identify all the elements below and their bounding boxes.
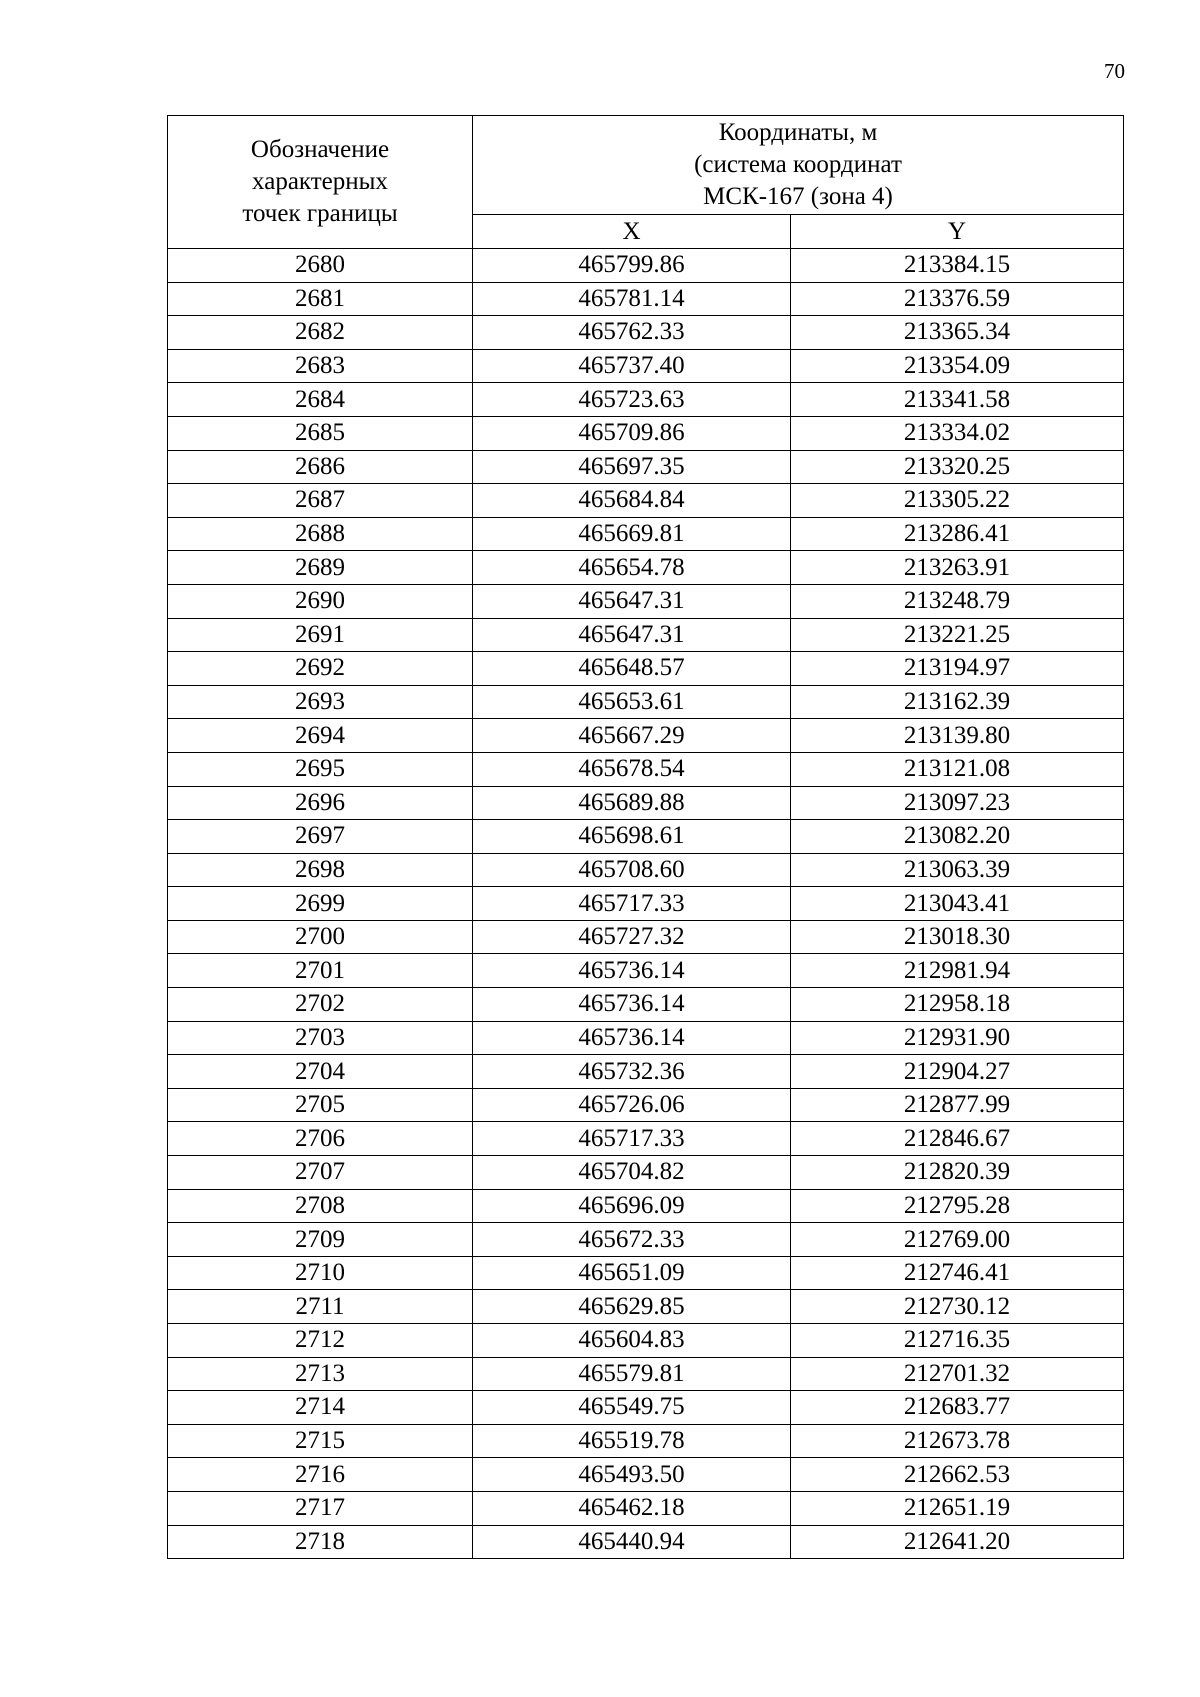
x-coordinate-cell: 465723.63 bbox=[473, 383, 791, 417]
table-row bbox=[168, 618, 1124, 652]
x-coordinate-cell: 465689.88 bbox=[473, 786, 791, 820]
table-row bbox=[168, 1357, 1124, 1391]
x-coordinate-cell: 465678.54 bbox=[473, 752, 791, 786]
table-row bbox=[168, 1458, 1124, 1492]
x-coordinate-cell: 465629.85 bbox=[473, 1290, 791, 1324]
x-coordinate-cell: 465799.86 bbox=[473, 249, 791, 283]
point-number-cell: 2680 bbox=[168, 249, 473, 283]
x-coordinate-cell: 465781.14 bbox=[473, 282, 791, 316]
table-row bbox=[168, 1189, 1124, 1223]
point-header-line: точек границы bbox=[242, 200, 398, 227]
x-coordinate-cell: 465736.14 bbox=[473, 954, 791, 988]
y-coordinate-cell: 213018.30 bbox=[791, 920, 1124, 954]
table-row bbox=[168, 517, 1124, 551]
table-row bbox=[168, 383, 1124, 417]
point-number-cell: 2697 bbox=[168, 820, 473, 854]
y-coordinate-cell: 213286.41 bbox=[791, 517, 1124, 551]
point-number-cell: 2706 bbox=[168, 1122, 473, 1156]
x-column-header: X bbox=[473, 215, 791, 249]
point-number-cell: 2688 bbox=[168, 517, 473, 551]
point-number-cell: 2694 bbox=[168, 719, 473, 753]
x-coordinate-cell: 465651.09 bbox=[473, 1256, 791, 1290]
point-number-cell: 2690 bbox=[168, 584, 473, 618]
coords-header-line: Координаты, м bbox=[718, 119, 878, 146]
table-row bbox=[168, 1122, 1124, 1156]
x-coordinate-cell: 465698.61 bbox=[473, 820, 791, 854]
x-coordinate-cell: 465727.32 bbox=[473, 920, 791, 954]
point-number-cell: 2681 bbox=[168, 282, 473, 316]
y-coordinate-cell: 213376.59 bbox=[791, 282, 1124, 316]
y-coordinate-cell: 212701.32 bbox=[791, 1357, 1124, 1391]
point-number-cell: 2684 bbox=[168, 383, 473, 417]
coordinates-header bbox=[473, 116, 1124, 215]
y-coordinate-cell: 213082.20 bbox=[791, 820, 1124, 854]
y-coordinate-cell: 212846.67 bbox=[791, 1122, 1124, 1156]
y-coordinate-cell: 212746.41 bbox=[791, 1256, 1124, 1290]
table-row bbox=[168, 282, 1124, 316]
y-coordinate-cell: 212904.27 bbox=[791, 1055, 1124, 1089]
point-number-cell: 2713 bbox=[168, 1357, 473, 1391]
y-coordinate-cell: 213320.25 bbox=[791, 450, 1124, 484]
x-coordinate-cell: 465717.33 bbox=[473, 1122, 791, 1156]
y-coordinate-cell: 213248.79 bbox=[791, 584, 1124, 618]
y-coordinate-cell: 213121.08 bbox=[791, 752, 1124, 786]
y-coordinate-cell: 212673.78 bbox=[791, 1424, 1124, 1458]
y-coordinate-cell: 213139.80 bbox=[791, 719, 1124, 753]
x-coordinate-cell: 465697.35 bbox=[473, 450, 791, 484]
x-coordinate-cell: 465647.31 bbox=[473, 618, 791, 652]
coordinates-table bbox=[167, 115, 1124, 1559]
point-number-cell: 2707 bbox=[168, 1156, 473, 1190]
x-coordinate-cell: 465736.14 bbox=[473, 1021, 791, 1055]
y-coordinate-cell: 212795.28 bbox=[791, 1189, 1124, 1223]
x-coordinate-cell: 465684.84 bbox=[473, 484, 791, 518]
point-number-cell: 2692 bbox=[168, 652, 473, 686]
table-row bbox=[168, 988, 1124, 1022]
y-coordinate-cell: 213097.23 bbox=[791, 786, 1124, 820]
x-coordinate-cell: 465732.36 bbox=[473, 1055, 791, 1089]
point-number-cell: 2708 bbox=[168, 1189, 473, 1223]
point-number-cell: 2712 bbox=[168, 1324, 473, 1358]
point-header-line: характерных bbox=[252, 168, 388, 195]
y-coordinate-cell: 213063.39 bbox=[791, 853, 1124, 887]
point-header-line: Обозначение bbox=[250, 136, 390, 163]
point-number-cell: 2705 bbox=[168, 1088, 473, 1122]
table-row bbox=[168, 887, 1124, 921]
table-row bbox=[168, 1256, 1124, 1290]
point-number-cell: 2718 bbox=[168, 1525, 473, 1559]
point-number-cell: 2686 bbox=[168, 450, 473, 484]
table-header-row bbox=[168, 116, 1124, 215]
y-coordinate-cell: 212981.94 bbox=[791, 954, 1124, 988]
x-coordinate-cell: 465462.18 bbox=[473, 1491, 791, 1525]
table-row bbox=[168, 1290, 1124, 1324]
table-row bbox=[168, 584, 1124, 618]
point-number-cell: 2702 bbox=[168, 988, 473, 1022]
table-row bbox=[168, 416, 1124, 450]
table-row bbox=[168, 450, 1124, 484]
table-row bbox=[168, 1324, 1124, 1358]
table-row bbox=[168, 752, 1124, 786]
y-coordinate-cell: 213263.91 bbox=[791, 551, 1124, 585]
point-number-cell: 2710 bbox=[168, 1256, 473, 1290]
y-coordinate-cell: 212820.39 bbox=[791, 1156, 1124, 1190]
x-coordinate-cell: 465579.81 bbox=[473, 1357, 791, 1391]
table-row bbox=[168, 786, 1124, 820]
y-coordinate-cell: 212931.90 bbox=[791, 1021, 1124, 1055]
point-number-cell: 2700 bbox=[168, 920, 473, 954]
y-coordinate-cell: 213162.39 bbox=[791, 685, 1124, 719]
page-number: 70 bbox=[1104, 59, 1125, 83]
x-coordinate-cell: 465726.06 bbox=[473, 1088, 791, 1122]
table-row bbox=[168, 820, 1124, 854]
y-coordinate-cell: 213341.58 bbox=[791, 383, 1124, 417]
x-coordinate-cell: 465440.94 bbox=[473, 1525, 791, 1559]
x-coordinate-cell: 465653.61 bbox=[473, 685, 791, 719]
y-coordinate-cell: 213354.09 bbox=[791, 349, 1124, 383]
coords-header-line: МСК-167 (зона 4) bbox=[703, 183, 893, 210]
x-coordinate-cell: 465604.83 bbox=[473, 1324, 791, 1358]
table-row bbox=[168, 719, 1124, 753]
y-coordinate-cell: 212716.35 bbox=[791, 1324, 1124, 1358]
y-coordinate-cell: 213194.97 bbox=[791, 652, 1124, 686]
table-row bbox=[168, 1525, 1124, 1559]
table-row bbox=[168, 1491, 1124, 1525]
table-row bbox=[168, 1424, 1124, 1458]
y-coordinate-cell: 212730.12 bbox=[791, 1290, 1124, 1324]
y-coordinate-cell: 212958.18 bbox=[791, 988, 1124, 1022]
point-number-cell: 2699 bbox=[168, 887, 473, 921]
table-row bbox=[168, 249, 1124, 283]
x-coordinate-cell: 465737.40 bbox=[473, 349, 791, 383]
point-number-cell: 2701 bbox=[168, 954, 473, 988]
point-number-cell: 2698 bbox=[168, 853, 473, 887]
point-number-cell: 2709 bbox=[168, 1223, 473, 1257]
table-row bbox=[168, 316, 1124, 350]
point-number-cell: 2716 bbox=[168, 1458, 473, 1492]
y-coordinate-cell: 212769.00 bbox=[791, 1223, 1124, 1257]
y-coordinate-cell: 213221.25 bbox=[791, 618, 1124, 652]
y-coordinate-cell: 213384.15 bbox=[791, 249, 1124, 283]
point-number-cell: 2687 bbox=[168, 484, 473, 518]
point-number-cell: 2714 bbox=[168, 1391, 473, 1425]
table-row bbox=[168, 1021, 1124, 1055]
point-number-cell: 2685 bbox=[168, 416, 473, 450]
y-coordinate-cell: 213365.34 bbox=[791, 316, 1124, 350]
x-coordinate-cell: 465762.33 bbox=[473, 316, 791, 350]
table-body bbox=[168, 249, 1124, 1559]
x-coordinate-cell: 465669.81 bbox=[473, 517, 791, 551]
x-coordinate-cell: 465519.78 bbox=[473, 1424, 791, 1458]
x-coordinate-cell: 465549.75 bbox=[473, 1391, 791, 1425]
y-coordinate-cell: 212877.99 bbox=[791, 1088, 1124, 1122]
point-number-cell: 2695 bbox=[168, 752, 473, 786]
y-coordinate-cell: 212683.77 bbox=[791, 1391, 1124, 1425]
point-number-cell: 2691 bbox=[168, 618, 473, 652]
table-row bbox=[168, 484, 1124, 518]
point-number-cell: 2717 bbox=[168, 1491, 473, 1525]
y-coordinate-cell: 213043.41 bbox=[791, 887, 1124, 921]
point-number-cell: 2682 bbox=[168, 316, 473, 350]
x-coordinate-cell: 465667.29 bbox=[473, 719, 791, 753]
x-coordinate-cell: 465647.31 bbox=[473, 584, 791, 618]
table-row bbox=[168, 652, 1124, 686]
table-row bbox=[168, 1223, 1124, 1257]
table-row bbox=[168, 685, 1124, 719]
table-row bbox=[168, 920, 1124, 954]
y-coordinate-cell: 213305.22 bbox=[791, 484, 1124, 518]
x-coordinate-cell: 465709.86 bbox=[473, 416, 791, 450]
point-number-cell: 2689 bbox=[168, 551, 473, 585]
x-coordinate-cell: 465717.33 bbox=[473, 887, 791, 921]
point-number-cell: 2696 bbox=[168, 786, 473, 820]
table-row bbox=[168, 1156, 1124, 1190]
table-row bbox=[168, 1088, 1124, 1122]
x-coordinate-cell: 465736.14 bbox=[473, 988, 791, 1022]
table-row bbox=[168, 551, 1124, 585]
table-row bbox=[168, 853, 1124, 887]
x-coordinate-cell: 465696.09 bbox=[473, 1189, 791, 1223]
y-coordinate-cell: 212641.20 bbox=[791, 1525, 1124, 1559]
x-coordinate-cell: 465672.33 bbox=[473, 1223, 791, 1257]
table-row bbox=[168, 1055, 1124, 1089]
point-number-cell: 2683 bbox=[168, 349, 473, 383]
y-column-header: Y bbox=[791, 215, 1124, 249]
point-number-cell: 2693 bbox=[168, 685, 473, 719]
point-number-cell: 2703 bbox=[168, 1021, 473, 1055]
point-number-cell: 2715 bbox=[168, 1424, 473, 1458]
table-row bbox=[168, 954, 1124, 988]
x-coordinate-cell: 465493.50 bbox=[473, 1458, 791, 1492]
coords-header-line: (система координат bbox=[694, 151, 902, 178]
x-coordinate-cell: 465654.78 bbox=[473, 551, 791, 585]
point-designation-header bbox=[168, 116, 473, 249]
x-coordinate-cell: 465648.57 bbox=[473, 652, 791, 686]
point-number-cell: 2711 bbox=[168, 1290, 473, 1324]
y-coordinate-cell: 212651.19 bbox=[791, 1491, 1124, 1525]
y-coordinate-cell: 212662.53 bbox=[791, 1458, 1124, 1492]
x-coordinate-cell: 465704.82 bbox=[473, 1156, 791, 1190]
table-row bbox=[168, 1391, 1124, 1425]
point-number-cell: 2704 bbox=[168, 1055, 473, 1089]
y-coordinate-cell: 213334.02 bbox=[791, 416, 1124, 450]
table-row bbox=[168, 349, 1124, 383]
x-coordinate-cell: 465708.60 bbox=[473, 853, 791, 887]
